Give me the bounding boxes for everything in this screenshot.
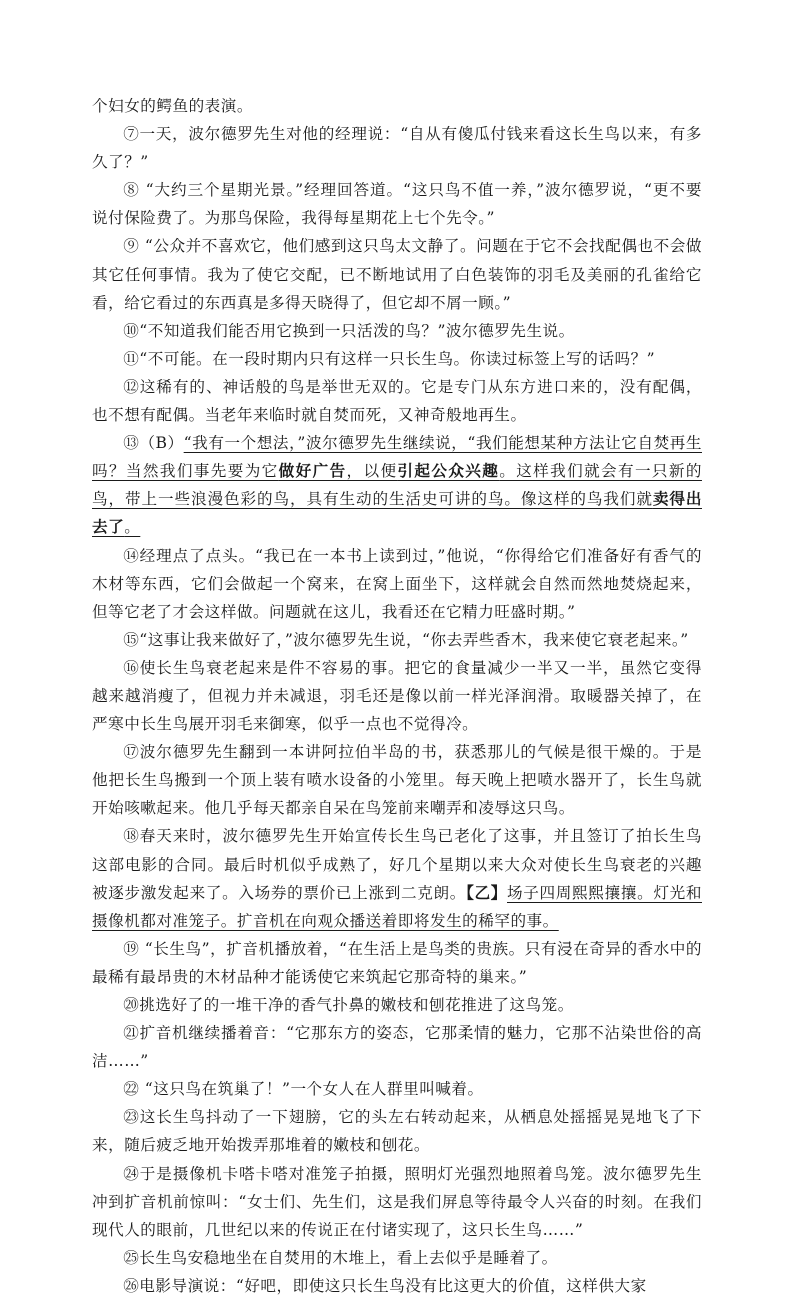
paragraph-number: ⑬ — [123, 434, 140, 453]
passage-segment: 。 — [124, 518, 141, 537]
paragraph-text: “这只鸟在筑巢了！”一个女人在人群里叫喊着。 — [139, 1080, 484, 1099]
paragraph-26 — [92, 1272, 702, 1300]
paragraph-12 — [92, 373, 702, 429]
paragraph-number: ⑭ — [123, 546, 140, 565]
paragraph-text: “这事让我来做好了，”波尔德罗先生说，“你去弄些香木，我来使它衰老起来。” — [139, 630, 689, 649]
paragraph-number: ⑰ — [123, 743, 140, 762]
paragraph-number: ⑫ — [123, 377, 140, 396]
paragraph-text: 这稀有的、神话般的鸟是举世无双的。它是专门从东方进口来的，没有配偶，也不想有配偶。当老年来临时就自焚而死，又神奇般地再生。 — [92, 377, 702, 425]
paragraph-21 — [92, 1019, 702, 1075]
paragraph-20 — [92, 991, 702, 1019]
paragraph-number: ⑯ — [123, 658, 140, 677]
paragraph-9 — [92, 232, 702, 316]
paragraph-text: 于是摄像机卡嗒卡嗒对准笼子拍摄，照明灯光强烈地照着鸟笼。波尔德罗先生冲到扩音机前惊叫：“女士们、先生们，这是我们屏息等待最令人兴奋的时刻。在我们现代人的眼前，几世纪以来的传说正在付诸实现了，这只长生鸟……” — [92, 1164, 702, 1239]
paragraph-text: “不可能。在一段时期内只有这样一只长生鸟。你读过标签上写的话吗？” — [139, 349, 656, 368]
paragraph-number: ⑮ — [123, 630, 140, 649]
paragraph-25 — [92, 1244, 702, 1272]
paragraph-19 — [92, 935, 702, 991]
paragraph-text: “大约三个星期光景。”经理回答道。“这只鸟不值一养，”波尔德罗说，“更不要说付保险费了。为那鸟保险，我得每星期花上七个先令。” — [92, 181, 702, 228]
paragraph-number: ⑱ — [123, 827, 140, 846]
passage-segment: “我有一个想法，”波尔德罗先生继续说，“我们能想某种方法让它自焚再生吗？当然我们事先要为它 — [92, 434, 702, 481]
paragraph-14 — [92, 542, 702, 626]
paragraph-text: 扩音机继续播着音：“它那东方的姿态，它那柔情的魅力，它那不沾染世俗的高洁……” — [92, 1024, 702, 1071]
paragraph-11 — [92, 345, 702, 373]
paragraph-text: 经理点了点头。“我已在一本书上读到过，”他说，“你得给它们准备好有香气的木材等东西，它们会做起一个窝来，在窝上面坐下，这样就会自然而然地焚烧起来，但等它老了才会这样做。问题就在这儿，我看还在它精力旺盛时期。” — [92, 546, 702, 621]
paragraph-16 — [92, 654, 702, 738]
paragraph-10 — [92, 317, 702, 345]
paragraph-number: ㉒ — [123, 1080, 140, 1099]
paragraph-number: ⑨ — [123, 237, 140, 256]
question-label-yi: 【乙】 — [466, 882, 507, 902]
paragraph-text: 一天，波尔德罗先生对他的经理说：“自从有傻瓜付钱来看这长生鸟以来，有多久了？” — [92, 125, 702, 172]
question-label-b: （B） — [139, 434, 184, 453]
paragraph-text: 这长生鸟抖动了一下翅膀，它的头左右转动起来，从栖息处摇摇晃晃地飞了下来，随后疲乏地开始拨弄那堆着的嫩枝和刨花。 — [92, 1108, 702, 1155]
paragraph-7 — [92, 120, 702, 176]
paragraph-text: 使长生鸟衰老起来是件不容易的事。把它的食量减少一半又一半，虽然它变得越来越消瘦了，但视力并未减退，羽毛还是像以前一样光泽润滑。取暖器关掉了，在严寒中长生鸟展开羽毛来御寒，似乎一点也不觉得冷。 — [92, 658, 702, 734]
emphasis-phrase: 做好广告 — [278, 461, 347, 481]
paragraph-text: “长生鸟”，扩音机播放着，“在生活上是鸟类的贵族。只有浸在奇异的香水中的最稀有最昂贵的木材品种才能诱使它来筑起它那奇特的巢来。” — [92, 939, 702, 986]
paragraph-13 — [92, 429, 702, 541]
paragraph-17 — [92, 738, 702, 822]
paragraph-number: ⑩ — [123, 321, 140, 340]
passage-segment: ，以便 — [346, 462, 398, 481]
emphasis-phrase: 引起公众兴趣 — [397, 461, 500, 481]
paragraph-number: ⑦ — [123, 125, 140, 144]
paragraph-text: 挑选好了的一堆干净的香气扑鼻的嫩枝和刨花推进了这鸟笼。 — [139, 996, 574, 1014]
paragraph-number: ⑧ — [123, 181, 140, 200]
paragraph-text: 电影导演说：“好吧，即使这只长生鸟没有比这更大的价值，这样供大家 — [139, 1276, 647, 1295]
paragraph-text: 春天来时，波尔德罗先生开始宣传长生鸟已老化了这事，并且签订了拍长生鸟这部电影的合同。最后时机似乎成熟了，好几个星期以来大众对使长生鸟衰老的兴趣被逐步激发起来了。入场券的票价已上涨到二克朗。 — [92, 827, 702, 902]
emphasis-phrase: 卖得出去了 — [92, 489, 702, 537]
paragraph-number: ㉔ — [123, 1164, 140, 1183]
paragraph-number: ㉖ — [123, 1276, 140, 1295]
paragraph-number: ㉓ — [123, 1108, 140, 1127]
paragraph-24 — [92, 1160, 702, 1244]
paragraph-15 — [92, 626, 702, 654]
paragraph-8 — [92, 176, 702, 232]
paragraph-number: ⑲ — [123, 939, 140, 958]
passage-segment: 。这样我们就会有一只新的鸟，带上一些浪漫色彩的鸟，具有生动的生活史可讲的鸟。像这样的鸟我们就 — [92, 462, 702, 509]
document-page — [92, 92, 702, 1300]
paragraph-number: ㉑ — [123, 1024, 140, 1043]
paragraph-text: “公众并不喜欢它，他们感到这只鸟太文静了。问题在于它不会找配偶也不会做其它任何事情。我为了使它交配，已不断地试用了白色装饰的羽毛及美丽的孔雀给它看，给它看过的东西真是多得天晓得了，但它却不屑一顾。” — [92, 237, 702, 312]
paragraph-18 — [92, 822, 702, 934]
underlined-passage — [92, 434, 702, 536]
paragraph-text: 个妇女的鳄鱼的表演。 — [92, 97, 253, 115]
paragraph-number: ⑪ — [123, 349, 140, 368]
underlined-passage: 场子四周熙熙攘攘。灯光和摄像机都对准笼子。扩音机在向观众播送着即将发生的稀罕的事。 — [92, 883, 702, 930]
paragraph-text: 长生鸟安稳地坐在自焚用的木堆上，看上去似乎是睡着了。 — [139, 1248, 558, 1267]
paragraph-23 — [92, 1103, 702, 1159]
paragraph-22 — [92, 1075, 702, 1103]
paragraph-number: ⑳ — [123, 996, 140, 1014]
paragraph-text: “不知道我们能否用它换到一只活泼的鸟？”波尔德罗先生说。 — [139, 321, 575, 340]
paragraph-text: 波尔德罗先生翻到一本讲阿拉伯半岛的书，获悉那儿的气候是很干燥的。于是他把长生鸟搬到一个顶上装有喷水设备的小笼里。每天晚上把喷水器开了，长生鸟就开始咳嗽起来。他几乎每天都亲自呆在鸟笼前来嘲弄和凌辱这只鸟。 — [92, 743, 702, 818]
paragraph-number: ㉕ — [123, 1248, 140, 1267]
paragraph-continuation — [92, 92, 702, 120]
